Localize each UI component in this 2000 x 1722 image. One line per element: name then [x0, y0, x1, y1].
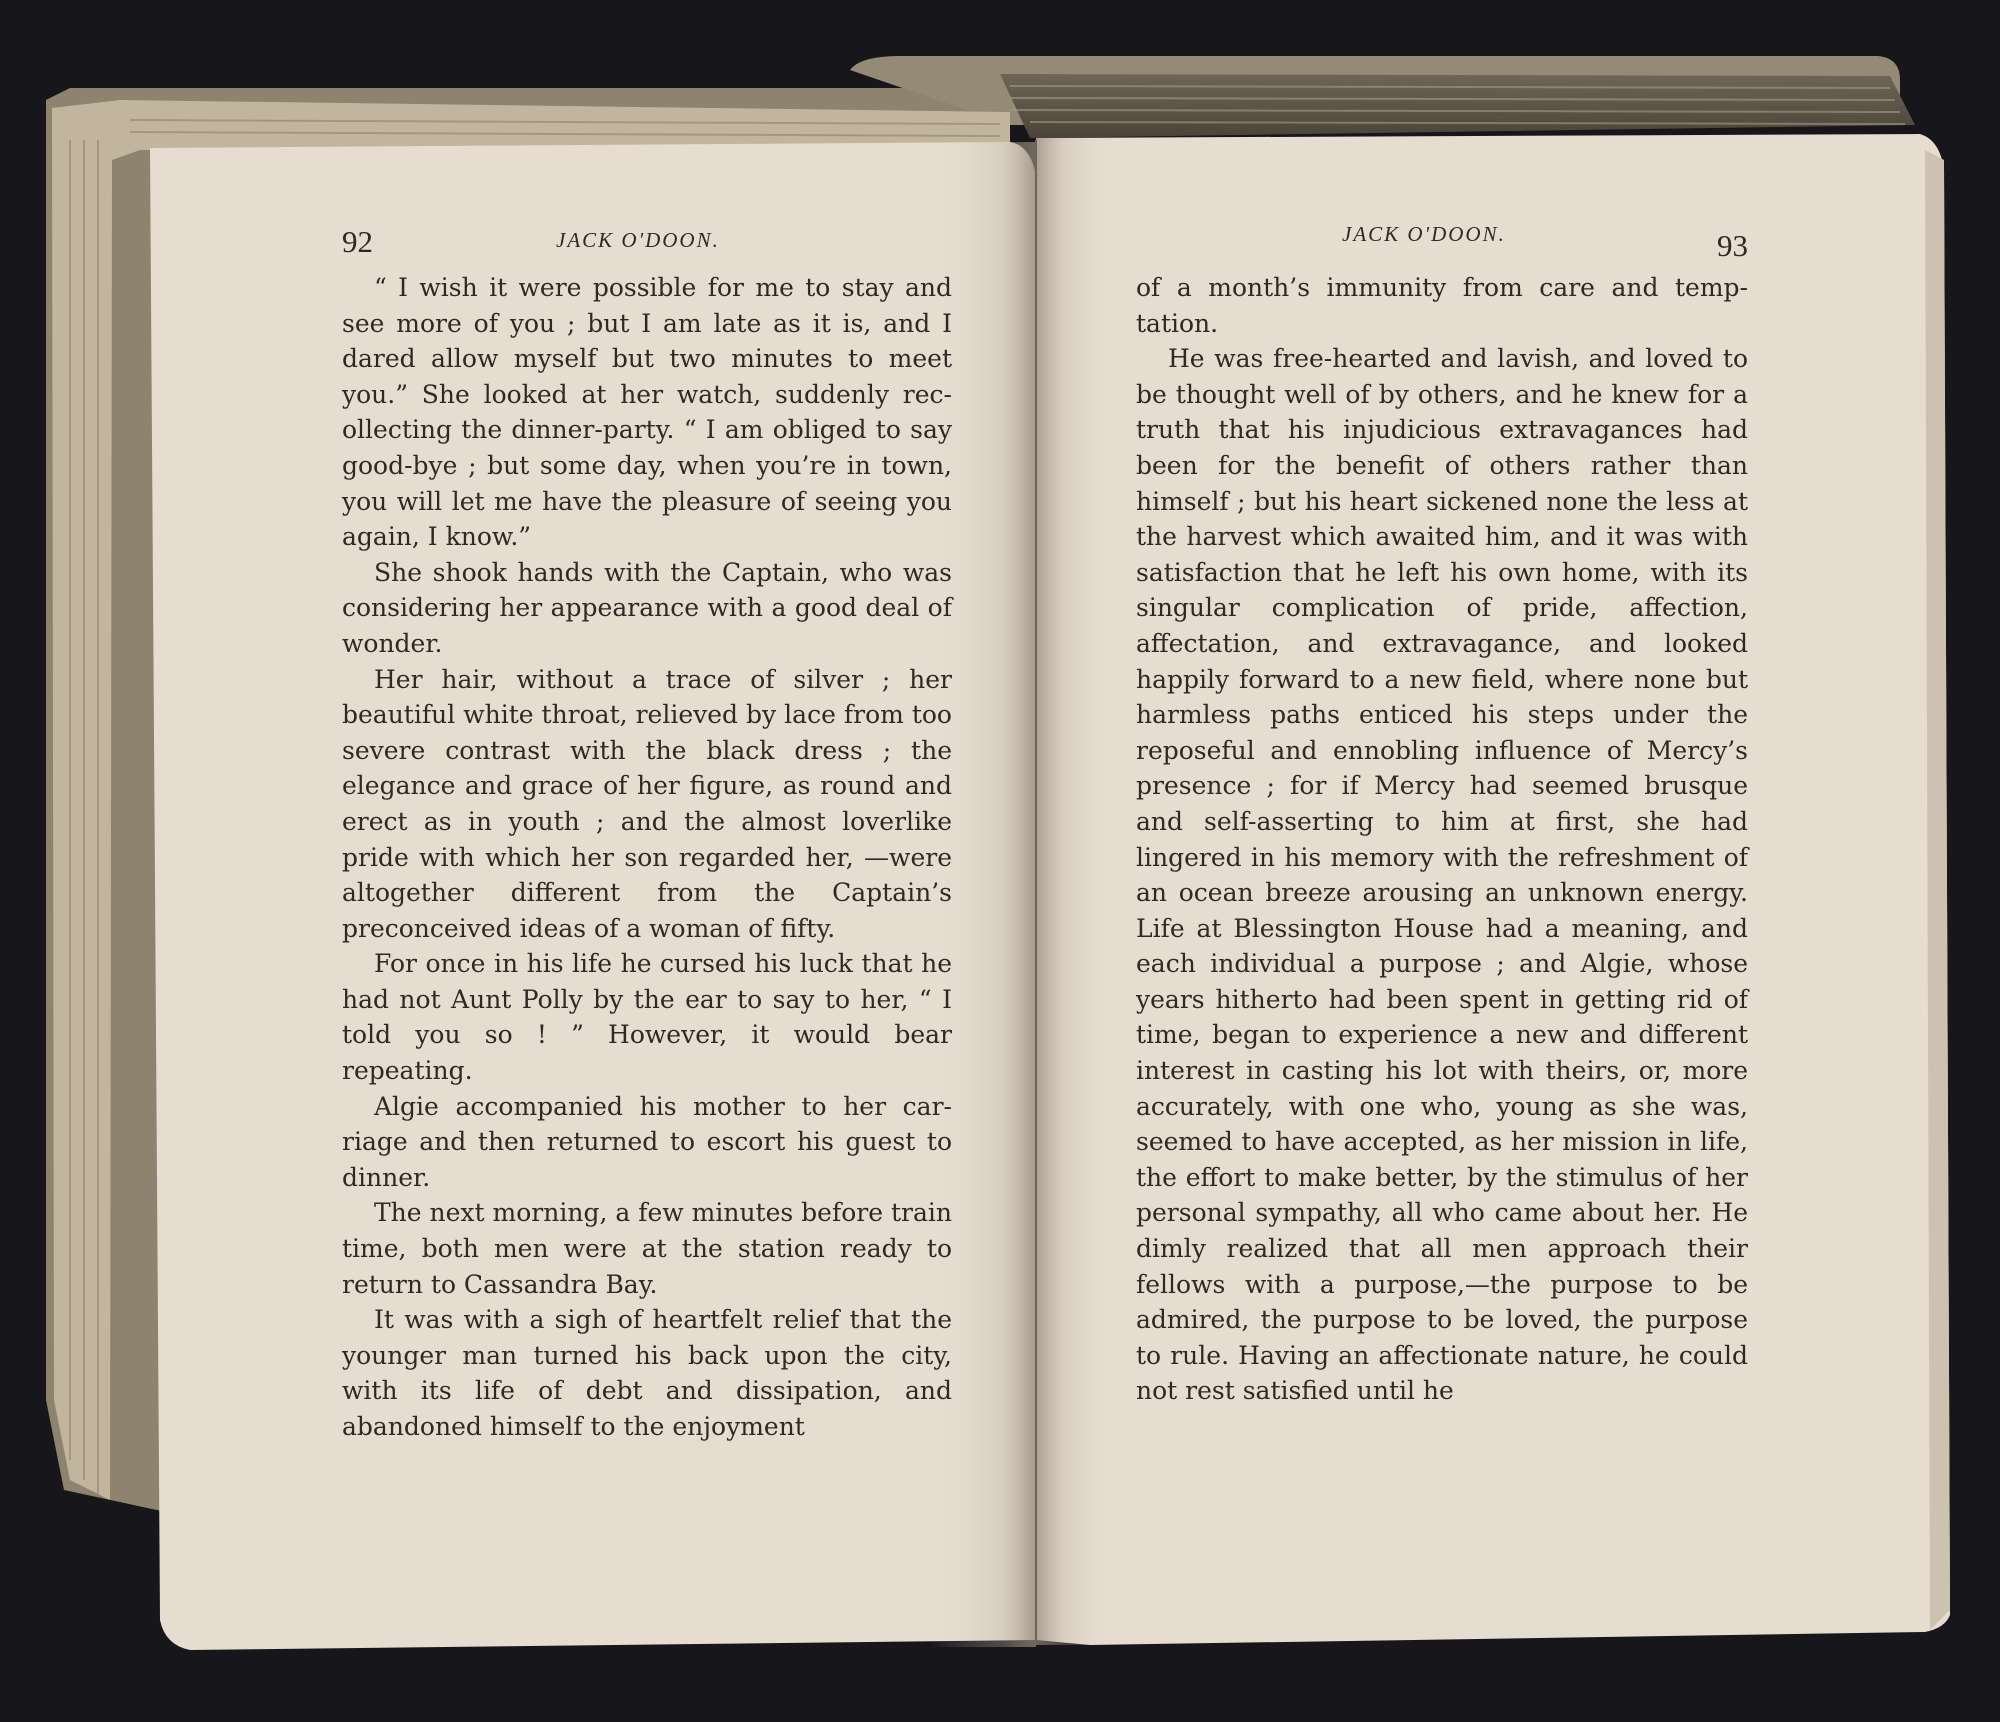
page-number: 92: [342, 224, 373, 259]
running-head: JACK O'DOON.: [1342, 222, 1506, 246]
paragraph: “ I wish it were possible for me to stay and see more of you ; but I am late as it is, and I dared allow myself but two minutes to meet you.” She looked at her watch, suddenly recollecting the dinner-party. “ I am obliged to say good-bye ; but some day, when you’re in town, you will let me have the pleasure of seeing you again, I know.”: [342, 273, 952, 552]
left-page-text: [342, 222, 952, 1445]
running-head: JACK O'DOON.: [556, 228, 720, 252]
left-header: [342, 222, 952, 270]
paragraph-continuation: of a month’s immunity from care and temptation.: [1136, 273, 1748, 338]
paragraph: Her hair, without a trace of silver ; her beautiful white throat, relieved by lace from too severe contrast with the black dress ; the elegance and grace of her figure, as round and erect as in youth ; and the almost loverlike pride with which her son regarded her, —were altogether different from the Captain’s preconceived ideas of a woman of fifty.: [342, 664, 952, 943]
right-header: [1136, 222, 1748, 270]
paragraph: Algie accompanied his mother to her carriage and then returned to escort his guest to dinner.: [342, 1091, 952, 1192]
paragraph: For once in his life he cursed his luck that he had not Aunt Polly by the ear to say to her, “ I told you so ! ” However, it would bear repeating.: [342, 949, 952, 1086]
page-number: 93: [1717, 228, 1748, 263]
page-edges-right: [1000, 74, 1915, 138]
right-page-text: [1136, 222, 1748, 1409]
paragraph: It was with a sigh of heartfelt relief that the younger man turned his back upon the city, with its life of debt and dissipation, and abandoned himself to the enjoyment: [342, 1305, 952, 1441]
gutter-shadow-right: [1036, 138, 1116, 1645]
paragraph: The next morning, a few minutes before train time, both men were at the station ready to return to Cassandra Bay.: [342, 1198, 952, 1299]
paragraph: She shook hands with the Captain, who was considering her appearance with a good deal of wonder.: [342, 557, 952, 658]
paragraph: He was free-hearted and lavish, and loved to be thought well of by others, and he knew for a truth that his injudicious extravagances had been for the benefit of others rather than himself ; but his heart sickened none the less at the harvest which awaited him, and it was with satisfaction that he left his own home, with its singular complication of pride, affection, affectation, and extravagance, and looked happily forward to a new field, where none but harmless paths enticed his steps under the reposeful and ennobling influence of Mercy’s presence ; for if Mercy had seemed brusque and self-asserting to him at first, she had lingered in his memory with the refreshment of an ocean breeze arousing an unknown energy. Life at Blessington House had a meaning, and each individual a purpose ; and Algie, whose years hitherto had been spent in getting rid of time, began to experience a new and different interest in casting his lot with theirs, or, more accurately, with one who, young as she was, seemed to have accepted, as her mission in life, the effort to make better, by the stimulus of her personal sympathy, all who came about her. He dimly realized that all men approach their fellows with a purpose,—the purpose to be admired, the purpose to be loved, the purpose to rule. Having an affectionate nature, he could not rest satisfied until he: [1136, 344, 1748, 1406]
